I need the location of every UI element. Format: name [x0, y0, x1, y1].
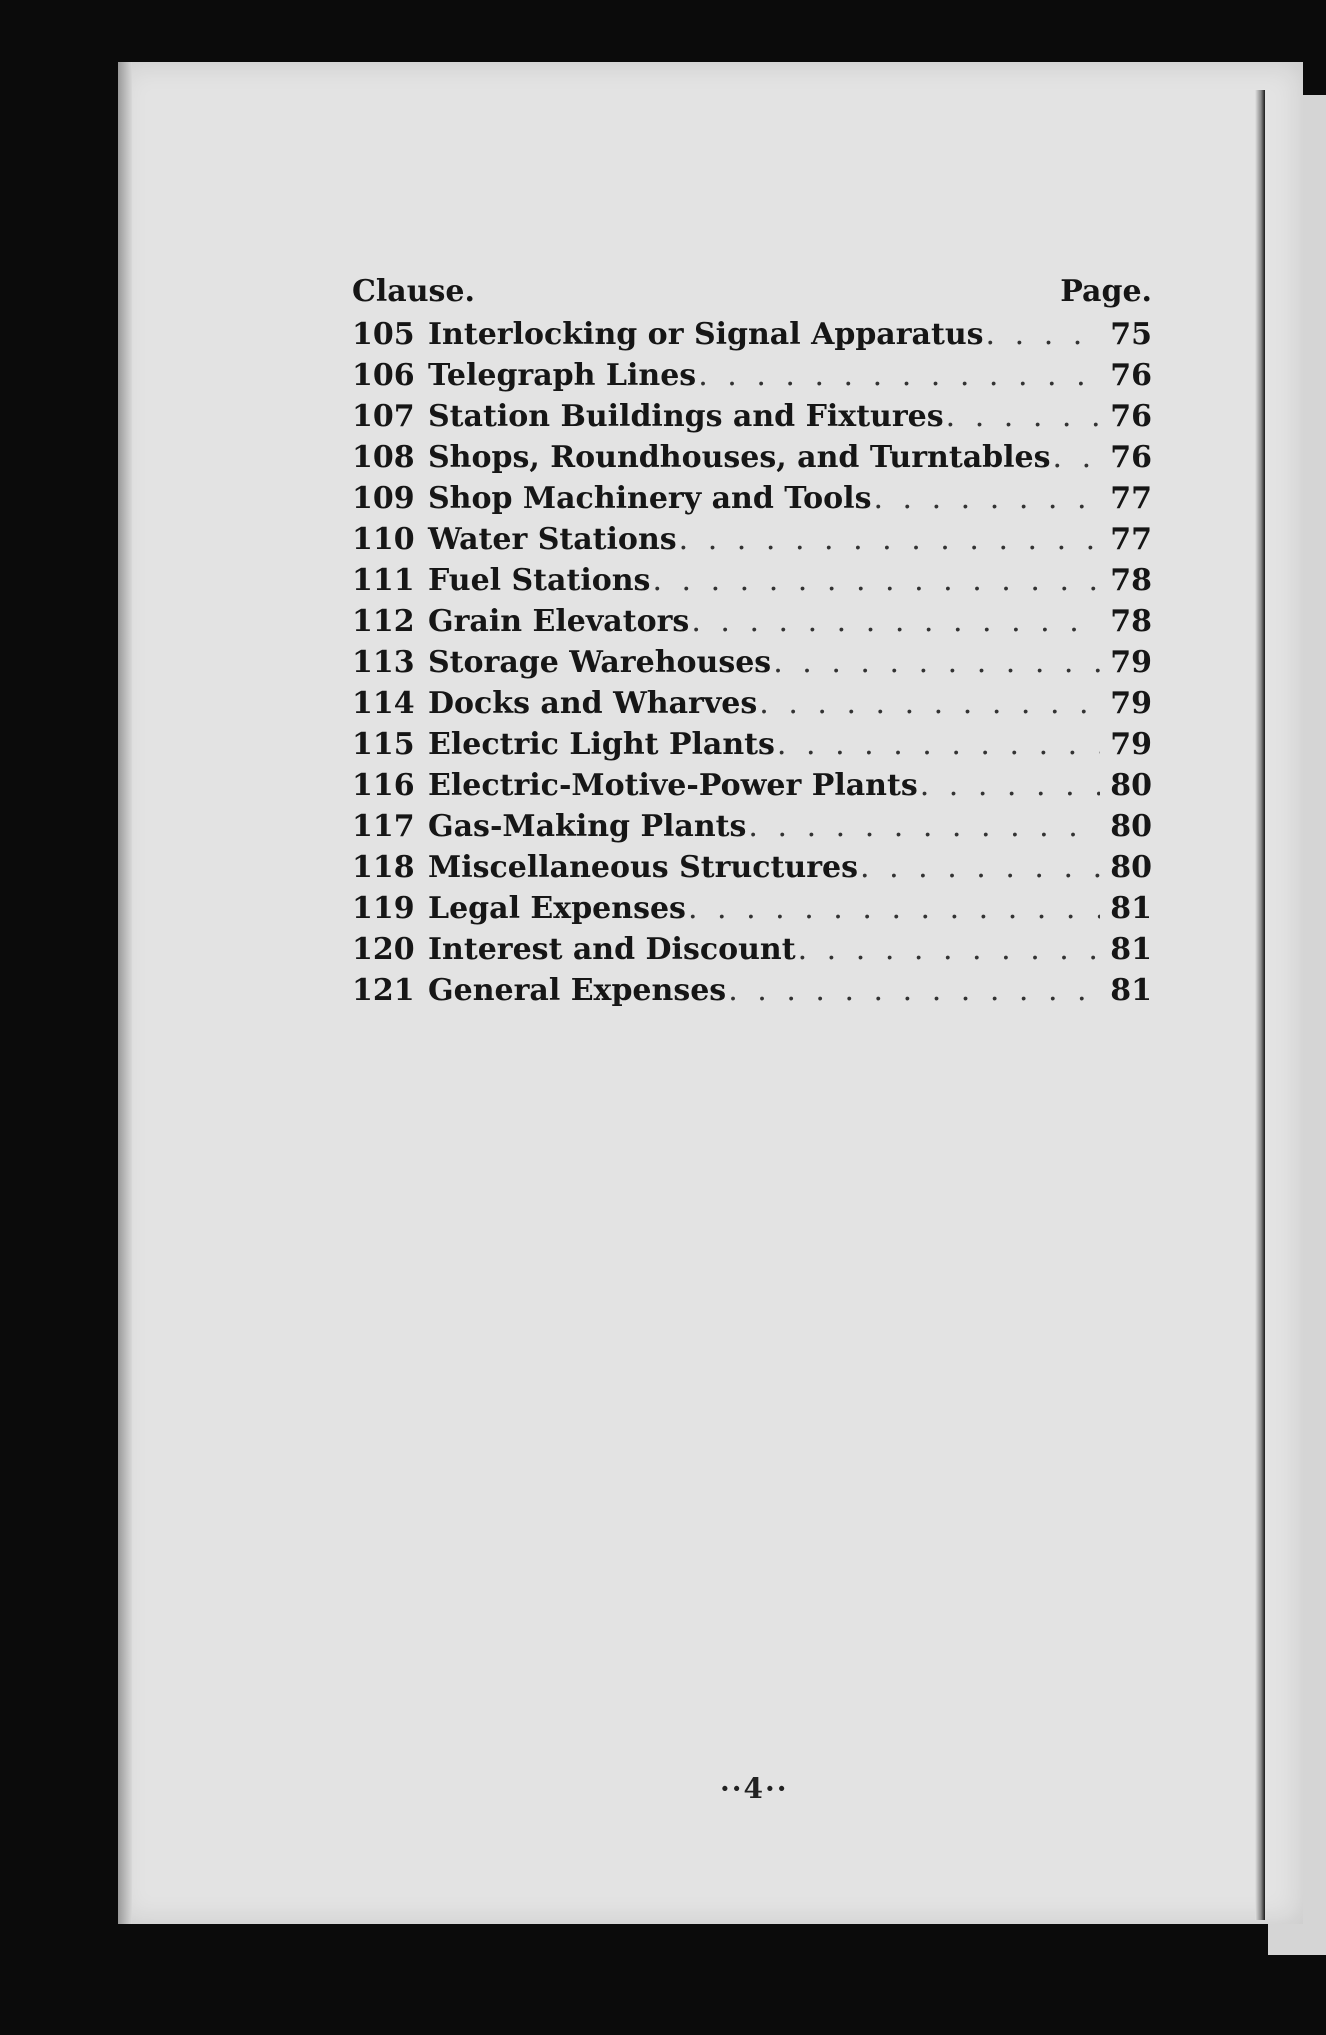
dot-leader — [946, 396, 1100, 437]
page-number: 79 — [1110, 727, 1152, 762]
entry-title: Miscellaneous Structures — [428, 850, 858, 885]
entry-title: Shop Machinery and Tools — [428, 481, 872, 516]
entry-title: Interlocking or Signal Apparatus — [428, 317, 984, 352]
dot-leader — [652, 560, 1100, 601]
toc-entry — [352, 683, 1152, 724]
clause-number: 111 — [352, 563, 415, 598]
page-number: 76 — [1110, 440, 1152, 475]
toc-entry — [352, 437, 1152, 478]
entry-title: Telegraph Lines — [428, 358, 697, 393]
clause-number: 112 — [352, 604, 415, 639]
clause-number: 118 — [352, 850, 415, 885]
dot-leader — [688, 888, 1100, 929]
entry-title: Grain Elevators — [428, 604, 690, 639]
entry-title: Interest and Discount — [428, 932, 796, 967]
clause-number: 105 — [352, 317, 415, 352]
dot-leader — [679, 519, 1100, 560]
page-number: 79 — [1110, 645, 1152, 680]
toc-entry — [352, 601, 1152, 642]
toc-entry — [352, 765, 1152, 806]
dot-leader — [986, 314, 1100, 355]
page-number: 80 — [1110, 768, 1152, 803]
dot-leader — [691, 601, 1100, 642]
entry-title: Fuel Stations — [428, 563, 651, 598]
toc-entry — [352, 355, 1152, 396]
toc-header — [352, 272, 1152, 312]
toc-entry — [352, 724, 1152, 765]
entry-title: Docks and Wharves — [428, 686, 758, 721]
clause-number: 121 — [352, 973, 415, 1008]
toc-entry — [352, 314, 1152, 355]
clause-number: 115 — [352, 727, 415, 762]
toc-entry — [352, 642, 1152, 683]
clause-number: 109 — [352, 481, 415, 516]
toc-entry — [352, 478, 1152, 519]
clause-number: 113 — [352, 645, 415, 680]
toc-entry — [352, 929, 1152, 970]
page-number: 76 — [1110, 358, 1152, 393]
dot-leader — [860, 847, 1100, 888]
toc-entry — [352, 560, 1152, 601]
page-number: 81 — [1110, 932, 1152, 967]
toc-entry — [352, 970, 1152, 1011]
page-number: 80 — [1110, 850, 1152, 885]
dot-leader — [873, 478, 1100, 519]
dot-leader — [698, 355, 1100, 396]
page-number: 78 — [1110, 604, 1152, 639]
page-number: 80 — [1110, 809, 1152, 844]
page-folio: ··4·· — [720, 1772, 789, 1805]
page-fore-edge — [1255, 90, 1265, 1920]
page-number: 77 — [1110, 481, 1152, 516]
page-column-heading: Page. — [1060, 274, 1152, 309]
dot-leader — [798, 929, 1100, 970]
entry-title: General Expenses — [428, 973, 727, 1008]
entry-title: Shops, Roundhouses, and Turntables — [428, 440, 1051, 475]
entry-title: Electric-Motive-Power Plants — [428, 768, 918, 803]
toc-entry — [352, 806, 1152, 847]
table-of-contents — [352, 272, 1152, 1011]
dot-leader — [1053, 437, 1101, 478]
toc-entry — [352, 888, 1152, 929]
clause-number: 110 — [352, 522, 415, 557]
dot-leader — [773, 642, 1100, 683]
clause-number: 108 — [352, 440, 415, 475]
entry-title: Water Stations — [428, 522, 677, 557]
clause-number: 107 — [352, 399, 415, 434]
dot-leader — [759, 683, 1100, 724]
page-number: 76 — [1110, 399, 1152, 434]
entry-title: Legal Expenses — [428, 891, 686, 926]
clause-number: 117 — [352, 809, 415, 844]
clause-number: 119 — [352, 891, 415, 926]
entry-title: Storage Warehouses — [428, 645, 772, 680]
entry-title: Gas-Making Plants — [428, 809, 747, 844]
entry-title: Station Buildings and Fixtures — [428, 399, 944, 434]
page-number: 81 — [1110, 891, 1152, 926]
toc-entry — [352, 396, 1152, 437]
page-number: 79 — [1110, 686, 1152, 721]
page-binding-edge — [118, 62, 132, 1924]
dot-leader — [728, 970, 1100, 1011]
clause-number: 114 — [352, 686, 415, 721]
page-number: 78 — [1110, 563, 1152, 598]
clause-number: 116 — [352, 768, 415, 803]
toc-entry — [352, 847, 1152, 888]
dot-leader — [748, 806, 1100, 847]
page-number: 77 — [1110, 522, 1152, 557]
clause-column-heading: Clause. — [352, 274, 475, 309]
page-number: 81 — [1110, 973, 1152, 1008]
entry-title: Electric Light Plants — [428, 727, 775, 762]
dot-leader — [777, 724, 1100, 765]
dot-leader — [920, 765, 1100, 806]
toc-entry — [352, 519, 1152, 560]
page-number: 75 — [1110, 317, 1152, 352]
clause-number: 120 — [352, 932, 415, 967]
clause-number: 106 — [352, 358, 415, 393]
